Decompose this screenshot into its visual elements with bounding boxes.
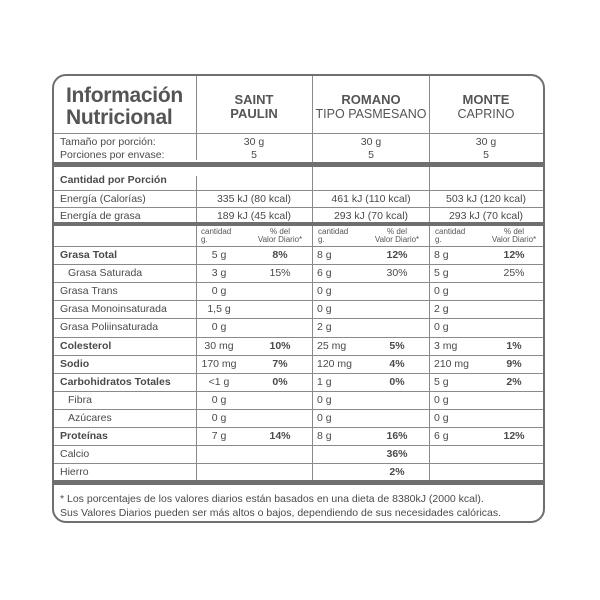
nutrient-daily-value: 2% <box>506 376 522 388</box>
nutrient-daily-value: 9% <box>506 358 522 370</box>
product-header-2: ROMANO TIPO PASMESANO <box>315 92 427 121</box>
nutrient-daily-value: 5% <box>389 340 405 352</box>
nutrient-amount: 6 g <box>434 430 449 442</box>
serving-size-value: 30 g <box>360 136 382 148</box>
nutrient-amount: 0 g <box>211 321 227 333</box>
panel-title: Información Nutricional <box>66 84 183 129</box>
nutrient-daily-value: 15% <box>269 267 291 279</box>
row-divider <box>54 300 543 301</box>
nutrient-name: Hierro <box>60 466 89 478</box>
nutrient-amount: 8 g <box>317 430 332 442</box>
nutrient-name: Grasa Trans <box>60 285 118 297</box>
fat-energy-value: 189 kJ (45 kcal) <box>216 210 292 222</box>
nutrient-daily-value: 2% <box>389 466 405 478</box>
quantity-subheader: cantidad g. <box>201 227 232 244</box>
nutrient-amount: 2 g <box>434 303 449 315</box>
serving-size-value: 30 g <box>475 136 497 148</box>
nutrient-daily-value: 1% <box>506 340 522 352</box>
quantity-subheader: cantidad g. <box>435 227 466 244</box>
nutrient-name: Sodio <box>60 358 90 370</box>
nutrient-name: Grasa Total <box>60 249 117 261</box>
servings-value: 5 <box>368 149 374 161</box>
product-header-1: SAINT PAULIN <box>230 92 278 121</box>
divider <box>54 190 543 191</box>
nutrient-daily-value: 4% <box>389 358 405 370</box>
energy-label: Energía (Calorías) <box>60 193 146 205</box>
nutrient-name: Azúcares <box>68 412 112 424</box>
nutrient-amount: 1,5 g <box>207 303 231 315</box>
nutrient-amount: 5 g <box>434 376 449 388</box>
nutrient-amount: 0 g <box>434 285 449 297</box>
nutrient-daily-value: 7% <box>272 358 288 370</box>
fat-energy-label: Energía de grasa <box>60 210 141 222</box>
nutrient-amount: 3 g <box>211 267 227 279</box>
nutrient-daily-value: 25% <box>503 267 525 279</box>
row-divider <box>54 355 543 356</box>
energy-value: 503 kJ (120 kcal) <box>446 193 526 205</box>
row-divider <box>54 409 543 410</box>
serving-size-label: Tamaño por porción: <box>60 136 156 148</box>
nutrient-daily-value: 12% <box>503 430 525 442</box>
daily-value-subheader: % del Valor Diario* <box>257 227 303 244</box>
nutrient-amount: 0 g <box>317 285 332 297</box>
row-divider <box>54 427 543 428</box>
nutrient-amount: 210 mg <box>434 358 470 370</box>
nutrient-daily-value: 0% <box>389 376 405 388</box>
nutrient-daily-value: 12% <box>386 249 408 261</box>
nutrient-amount: 170 mg <box>201 358 237 370</box>
nutrient-name: Proteínas <box>60 430 108 442</box>
quantity-subheader: cantidad g. <box>318 227 349 244</box>
nutrient-amount: 0 g <box>434 412 449 424</box>
nutrient-amount: 0 g <box>211 285 227 297</box>
nutrient-name: Fibra <box>68 394 92 406</box>
nutrient-amount: 0 g <box>211 394 227 406</box>
nutrient-amount: 0 g <box>317 412 332 424</box>
row-divider <box>54 318 543 319</box>
nutrient-amount: 3 mg <box>434 340 458 352</box>
energy-value: 461 kJ (110 kcal) <box>331 193 411 205</box>
nutrient-name: Carbohidratos Totales <box>60 376 171 388</box>
thick-divider <box>54 480 543 485</box>
thick-divider <box>54 162 543 167</box>
nutrient-daily-value: 30% <box>386 267 408 279</box>
row-divider <box>54 373 543 374</box>
nutrient-amount: <1 g <box>208 376 230 388</box>
row-divider <box>54 463 543 464</box>
nutrient-amount: 0 g <box>211 412 227 424</box>
amount-per-serving-label: Cantidad por Porción <box>60 174 167 186</box>
servings-per-container-label: Porciones por envase: <box>60 149 165 161</box>
energy-value: 335 kJ (80 kcal) <box>216 193 292 205</box>
nutrient-amount: 7 g <box>211 430 227 442</box>
nutrient-amount: 5 g <box>434 267 449 279</box>
row-divider <box>54 264 543 265</box>
nutrient-amount: 120 mg <box>317 358 353 370</box>
nutrient-name: Colesterol <box>60 340 112 352</box>
nutrient-daily-value: 0% <box>272 376 288 388</box>
product-header-3: MONTE CAPRINO <box>457 92 515 121</box>
nutrient-amount: 2 g <box>317 321 332 333</box>
nutrient-daily-value: 36% <box>386 448 408 460</box>
nutrient-amount: 0 g <box>317 303 332 315</box>
nutrient-daily-value: 12% <box>503 249 525 261</box>
thick-divider <box>54 222 543 226</box>
nutrient-daily-value: 10% <box>269 340 291 352</box>
row-divider <box>54 337 543 338</box>
nutrient-daily-value: 14% <box>269 430 291 442</box>
divider <box>54 246 543 247</box>
divider <box>54 133 543 134</box>
servings-value: 5 <box>251 149 257 161</box>
nutrient-name: Grasa Monoinsaturada <box>60 303 167 315</box>
nutrient-name: Grasa Saturada <box>68 267 143 279</box>
divider <box>54 207 543 208</box>
nutrient-amount: 1 g <box>317 376 332 388</box>
row-divider <box>54 391 543 392</box>
nutrient-amount: 25 mg <box>317 340 347 352</box>
nutrient-name: Grasa Poliinsaturada <box>60 321 159 333</box>
nutrient-amount: 0 g <box>434 321 449 333</box>
nutrient-amount: 0 g <box>434 394 449 406</box>
servings-value: 5 <box>483 149 489 161</box>
nutrient-amount: 6 g <box>317 267 332 279</box>
fat-energy-value: 293 kJ (70 kcal) <box>333 210 409 222</box>
nutrient-amount: 8 g <box>317 249 332 261</box>
serving-size-value: 30 g <box>243 136 265 148</box>
row-divider <box>54 282 543 283</box>
fat-energy-value: 293 kJ (70 kcal) <box>448 210 524 222</box>
nutrient-amount: 0 g <box>317 394 332 406</box>
nutrient-name: Calcio <box>60 448 90 460</box>
row-divider <box>54 445 543 446</box>
nutrient-amount: 30 mg <box>204 340 234 352</box>
footnote: * Los porcentajes de los valores diarios están basados en una dieta de 8380kJ (2000 kcal). Sus Valores Diarios pueden ser más altos o bajos, dependiendo de sus necesidades calóricas. <box>60 493 502 519</box>
nutrient-amount: 5 g <box>211 249 227 261</box>
nutrient-daily-value: 16% <box>386 430 408 442</box>
nutrient-amount: 8 g <box>434 249 449 261</box>
nutrient-daily-value: 8% <box>272 249 288 261</box>
daily-value-subheader: % del Valor Diario* <box>374 227 420 244</box>
daily-value-subheader: % del Valor Diario* <box>491 227 537 244</box>
